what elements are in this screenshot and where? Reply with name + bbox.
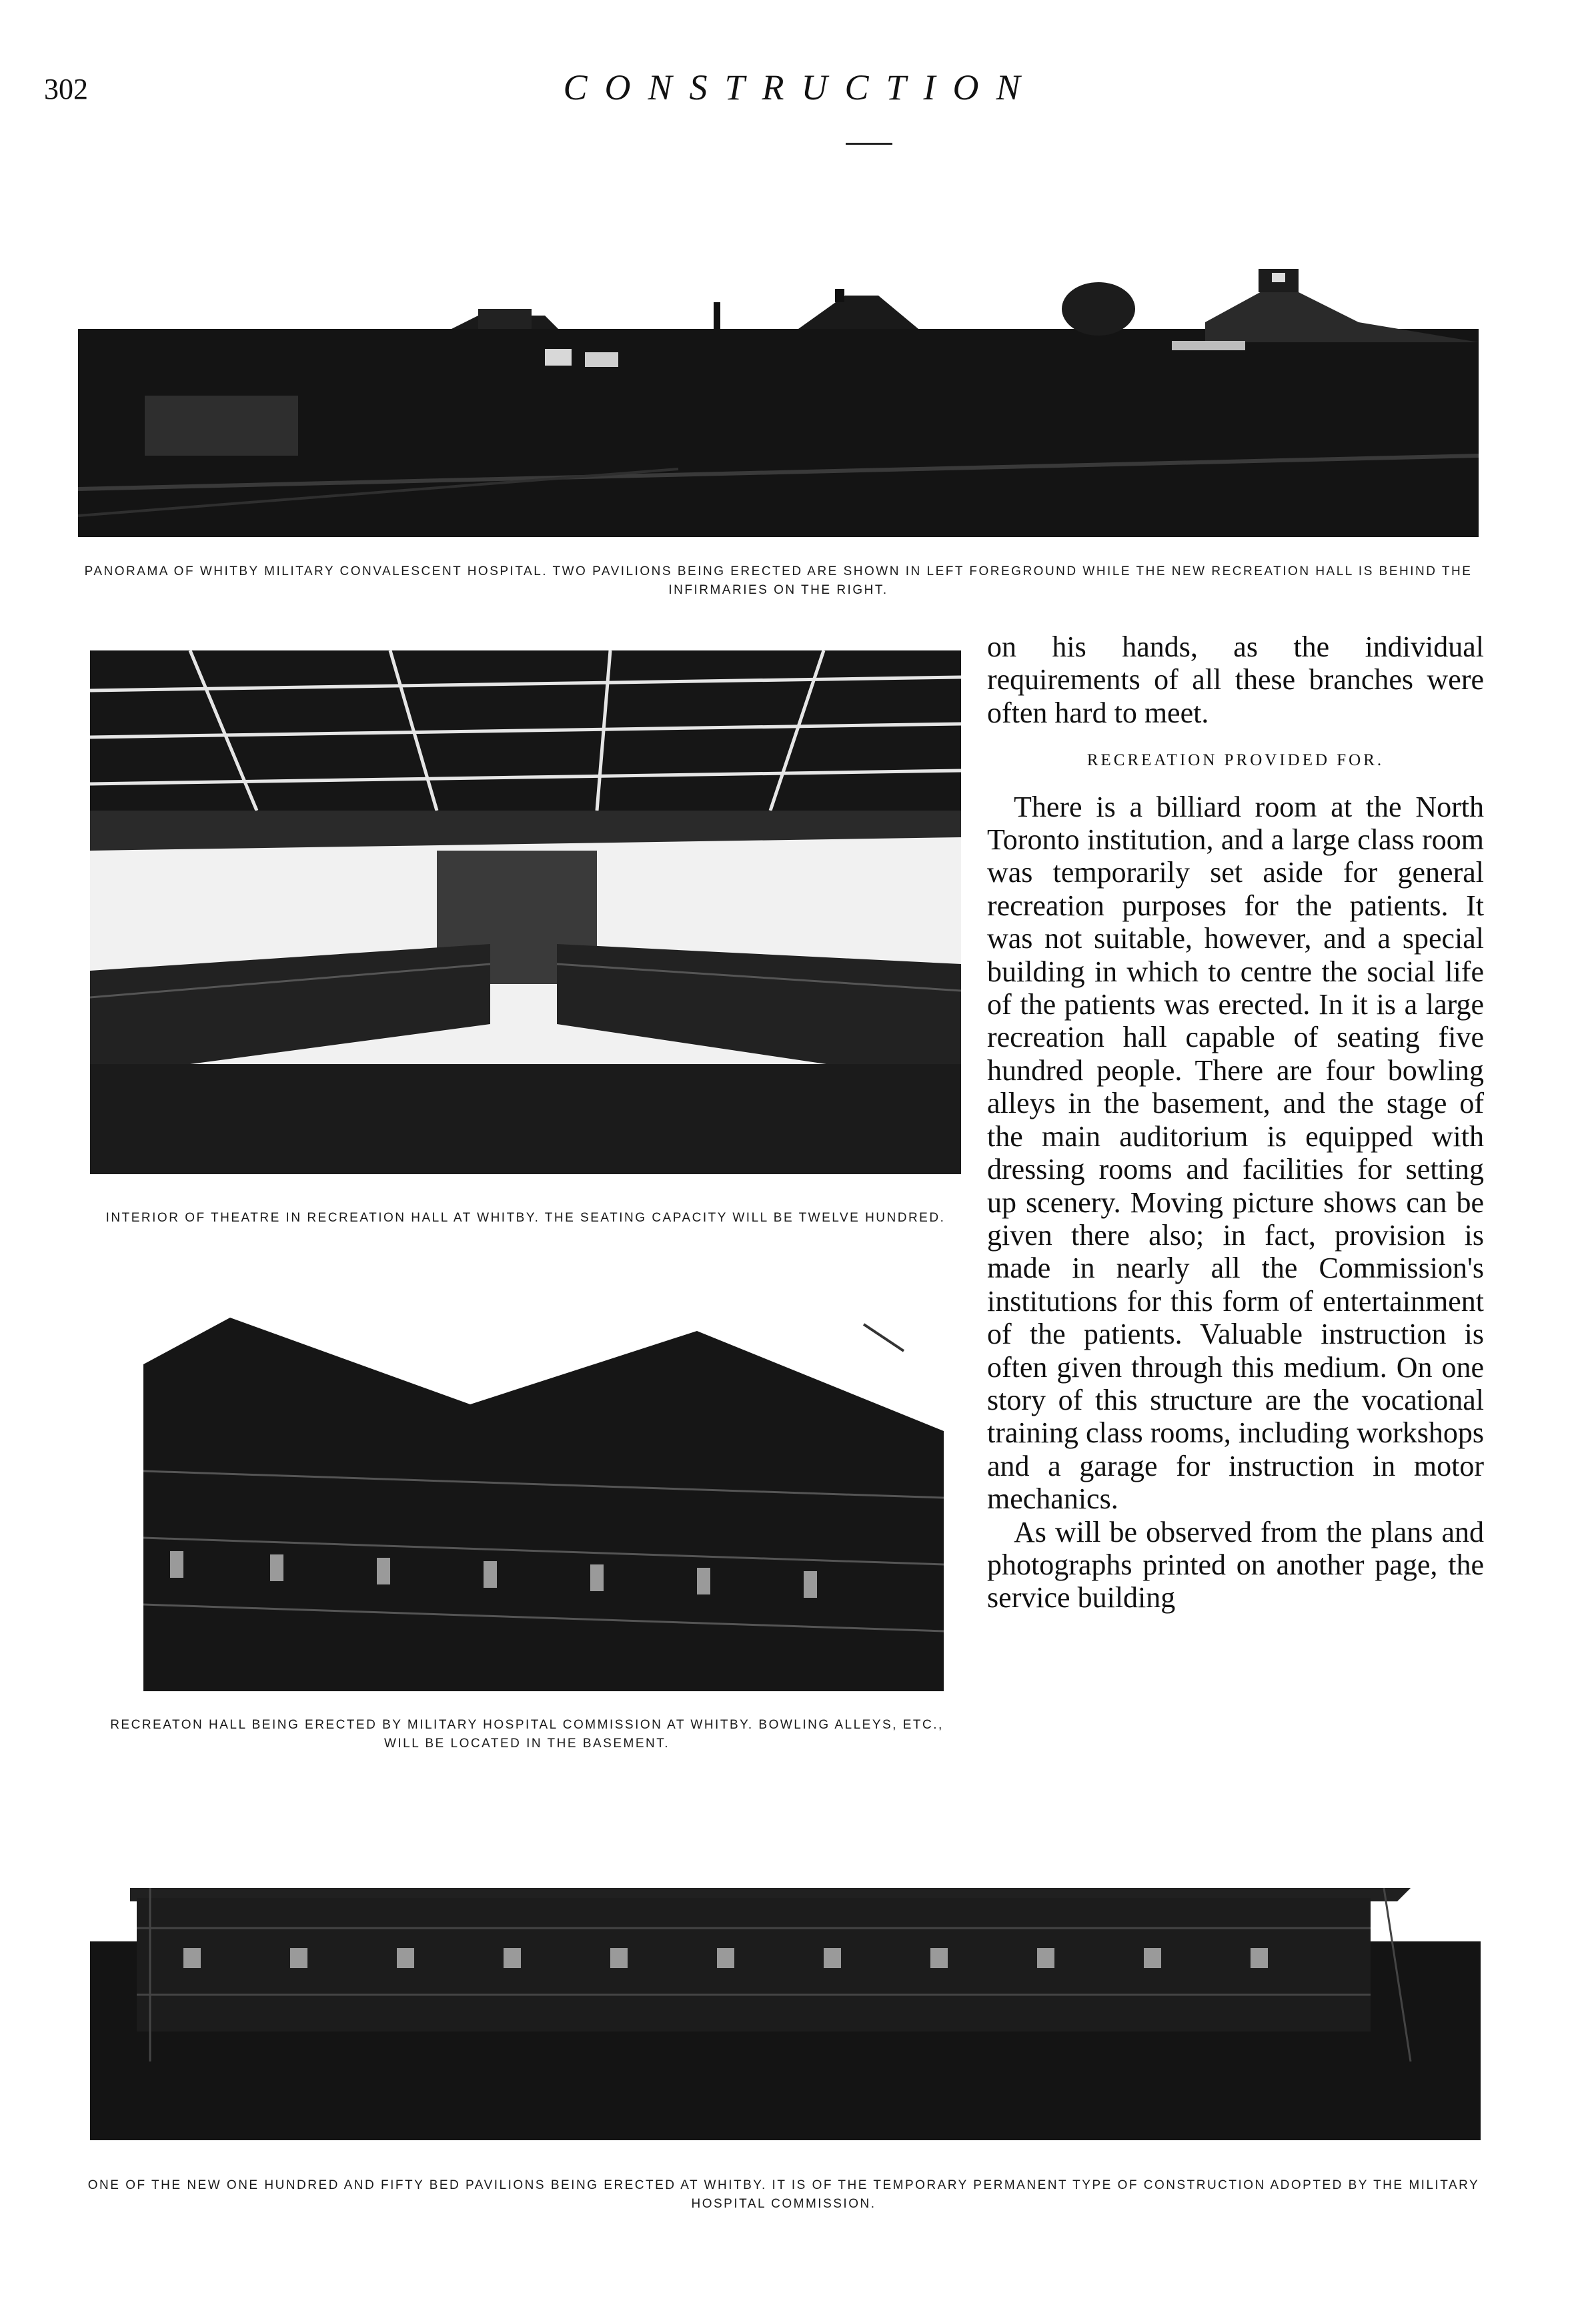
article-column bbox=[987, 630, 1484, 1615]
page-number: 302 bbox=[44, 73, 88, 105]
header-rule bbox=[846, 143, 892, 145]
recreation-hall-photo bbox=[97, 1298, 964, 1693]
recreation-hall-caption: RECREATON HALL BEING ERECTED BY MILITARY HOSPITAL COMMISSION AT WHITBY. BOWLING ALLEYS, ETC., WILL BE LOCATED IN THE BASEMENT. bbox=[110, 1718, 944, 1751]
article-paragraph-2: As will be observed from the plans and photographs printed on another page, the service building bbox=[987, 1515, 1484, 1615]
pavilion-caption: ONE OF THE NEW ONE HUNDRED AND FIFTY BED PAVILIONS BEING ERECTED AT WHITBY. IT IS OF THE TEMPORARY PERMANENT TYPE OF CONSTRUCTION ADOPTED BY THE MILITARY HOSPITAL COMMISSION. bbox=[87, 2178, 1480, 2211]
theatre-interior-caption: INTERIOR OF THEATRE IN RECREATION HALL AT WHITBY. THE SEATING CAPACITY WILL BE TWELVE HUNDRED. bbox=[105, 1211, 946, 1225]
article-subheading: RECREATION PROVIDED FOR. bbox=[1086, 751, 1385, 770]
pavilion-photo bbox=[90, 1861, 1481, 2140]
panorama-photo bbox=[78, 269, 1479, 537]
article-continuation: on his hands, as the individual requirements of all these branches were often hard to meet. bbox=[987, 630, 1484, 729]
running-title: CONSTRUCTION bbox=[563, 67, 1038, 107]
article-paragraph-1: There is a billiard room at the North Toronto institution, and a large class room was temporarily set aside for general recreation purposes for the patients. It was not suitable, however, and a special building in which to centre the social life of the patients was erected. In it is a large recreation hall capable of seating five hundred people. There are four bowling alleys in the basement, and the stage of the main auditorium is equipped with dressing rooms and facilities for setting up scenery. Moving picture shows can be given there also; in fact, provision is made in nearly all the Commission's institutions for this form of entertainment of the patients. Valuable instruction is often given through this medium. On one story of this structure are the vocational training class rooms, including workshops and a garage for instruction in motor mechanics. bbox=[987, 790, 1484, 1516]
panorama-caption: PANORAMA OF WHITBY MILITARY CONVALESCENT HOSPITAL. TWO PAVILIONS BEING ERECTED ARE SHOWN IN LEFT FOREGROUND WHILE THE NEW RECREATION HALL IS BEHIND THE INFIRMARIES ON THE RIGHT. bbox=[84, 564, 1473, 597]
theatre-interior-photo bbox=[90, 650, 961, 1174]
